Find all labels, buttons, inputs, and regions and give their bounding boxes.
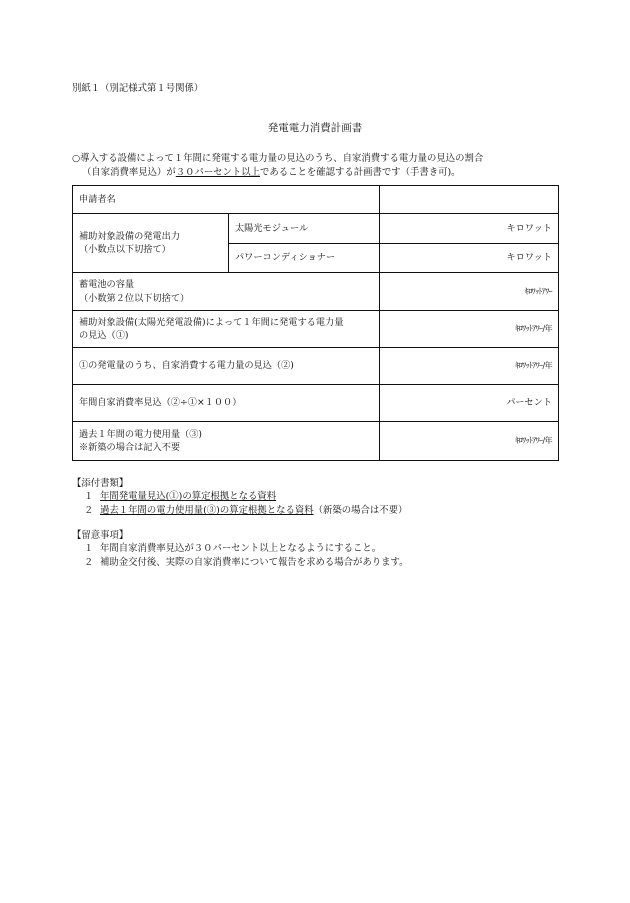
attachment-item-2: [84, 505, 407, 518]
annual-generation-label-line-1: 補助対象設備(太陽光発電設備)によって１年間に発電する電力量: [79, 316, 344, 328]
row-annual-generation: [73, 311, 559, 348]
self-consumption-label: ①の発電量のうち、自家消費する電力量の見込（②): [73, 348, 380, 385]
annual-generation-label-line-2: の見込（①): [79, 330, 129, 341]
attachment-item-2-underlined: [84, 505, 314, 516]
power-conditioner-field[interactable]: [380, 244, 559, 273]
battery-label: [73, 273, 380, 311]
attachment-item-1-text: 年間発電量見込(①)の算定根拠となる資料: [100, 491, 277, 502]
attachment-item-2-text: 過去１年間の電力使用量(③)の算定根拠となる資料: [100, 505, 314, 516]
power-conditioner-label: パワーコンディショナー: [229, 244, 380, 273]
intro-line-2-post: であることを確認する計画書です（手書き可)。: [259, 167, 461, 178]
annual-generation-unit: ｷﾛﾜｯﾄｱﾜｰ/年: [515, 324, 552, 334]
attachment-item-1-underlined: [84, 491, 276, 502]
past-usage-label-line-2: ※新築の場合は記入不要: [79, 442, 181, 453]
row-solar-module: [73, 214, 559, 244]
notes-heading: 【留意事項】: [72, 530, 129, 541]
applicant-label: 申請者名: [73, 186, 380, 214]
past-usage-label-line-1: 過去１年間の電力使用量（③): [79, 428, 203, 440]
page-title: 発電電力消費計画書: [267, 122, 363, 134]
output-label: [73, 214, 229, 273]
attachment-item-2-note: （新築の場合は不要）: [313, 505, 408, 516]
intro-line-1: ○導入する設備によって１年間に発電する電力量の見込のうち、自家消費する電力量の見込の割合: [72, 153, 484, 164]
solar-module-label: 太陽光モジュール: [229, 214, 380, 244]
self-consumption-field[interactable]: [380, 348, 559, 385]
row-self-consumption-rate: [73, 385, 559, 422]
row-self-consumption: [73, 348, 559, 385]
note-item-1: [84, 543, 381, 556]
plan-form-table: [72, 185, 559, 461]
power-conditioner-unit: キロワット: [506, 252, 552, 264]
annual-generation-label: [73, 311, 380, 348]
battery-field[interactable]: [380, 273, 559, 311]
row-past-usage: [73, 422, 559, 461]
output-label-line-1: 補助対象設備の発電出力: [79, 230, 181, 242]
attachment-item-1-number: １: [84, 491, 94, 502]
past-usage-field[interactable]: [380, 422, 559, 461]
battery-unit: ｷﾛﾜｯﾄｱﾜｰ: [524, 286, 552, 296]
note-item-1-text: 年間自家消費率見込が３０パーセント以上となるようにすること。: [100, 543, 382, 554]
note-item-1-number: １: [84, 543, 94, 554]
note-item-2-number: ２: [84, 557, 94, 568]
note-item-2: [84, 557, 408, 570]
self-consumption-unit: ｷﾛﾜｯﾄｱﾜｰ/年: [515, 361, 552, 371]
row-applicant: [73, 186, 559, 214]
attachment-item-1: [84, 491, 276, 504]
attachment-item-2-number: ２: [84, 505, 94, 516]
output-label-line-2: （小数点以下切捨て）: [79, 244, 171, 255]
rate-field[interactable]: [380, 385, 559, 422]
note-item-2-text: 補助金交付後、実際の自家消費率について報告を求める場合があります。: [100, 557, 409, 568]
solar-module-unit: キロワット: [506, 222, 552, 234]
battery-label-line-2: （小数第２位以下切捨て）: [79, 292, 190, 304]
past-usage-unit: ｷﾛﾜｯﾄｱﾜｰ/年: [515, 436, 552, 446]
applicant-field[interactable]: [380, 186, 559, 214]
intro-emphasis: ３０パーセント以上: [175, 167, 260, 178]
rate-label: 年間自家消費率見込（②÷①×１００）: [73, 385, 380, 422]
annual-generation-field[interactable]: [380, 311, 559, 348]
attachments-heading: 【添付書類】: [72, 478, 129, 489]
intro-line-2: [82, 167, 461, 180]
solar-module-field[interactable]: [380, 214, 559, 244]
row-battery: [73, 273, 559, 311]
past-usage-label: [73, 422, 380, 461]
intro-line-2-pre: （自家消費率見込）が: [82, 167, 176, 178]
rate-unit: パーセント: [506, 397, 552, 409]
battery-label-line-1: 蓄電池の容量: [79, 279, 135, 291]
annex-label: 別紙１（別記様式第１号関係）: [72, 83, 204, 94]
